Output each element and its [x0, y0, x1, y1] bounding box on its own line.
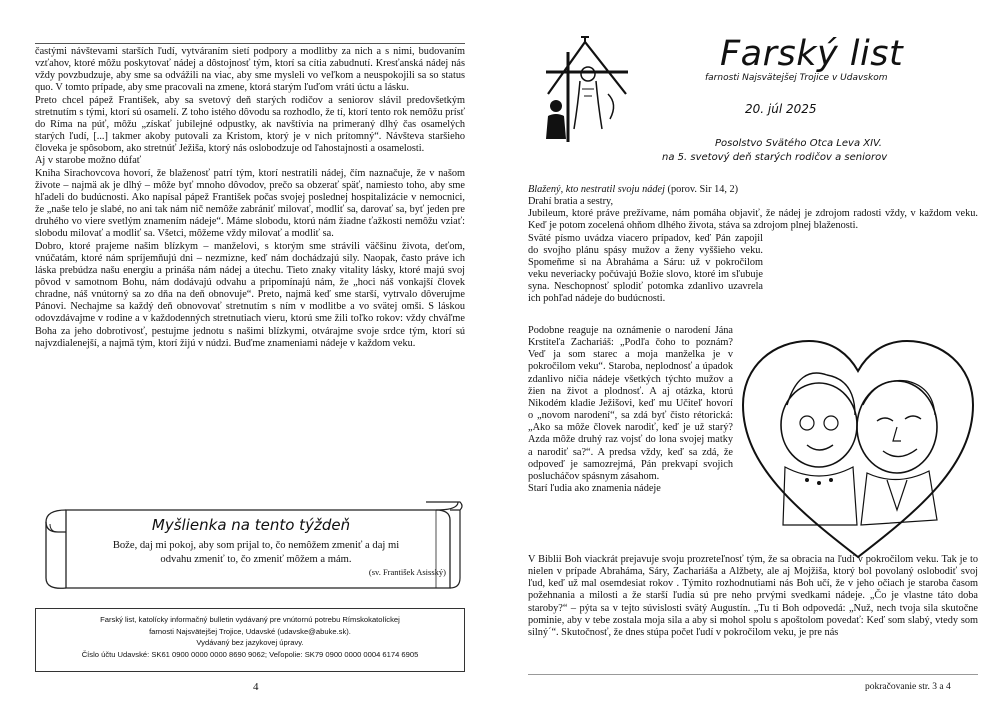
- intro-line: [528, 184, 978, 196]
- right-article-bottom: [528, 554, 978, 639]
- continuation-note: pokračovanie str. 3 a 4: [865, 682, 951, 692]
- scroll-title: Myšlienka na tento týždeň: [151, 516, 351, 534]
- intro-quote: Blažený, kto nestratil svoju nádej: [528, 184, 665, 195]
- elderly-couple-heart-illustration: [737, 335, 979, 560]
- newsletter-title: Farský list: [720, 34, 904, 74]
- paragraph: Sväté písmo uvádza viacero prípadov, keď Pán zapojil do svojho plánu spásy mužov a ženy vyššieho veku. Spomeňme si na Abraháma a Sáru: už v pokročilom veku neveriacky počúvajú Božie slovo, ktoré im sľubuje syna. Neschopnosť splodiť potomka zdanlivo uzavrela ich pohľad nádeje do budúcnosti.: [528, 232, 763, 305]
- paragraph: Kniha Sirachovcova hovorí, že blaženosť patrí tým, ktorí nestratili nádej, čím naznačuje, že v našom živote – najmä ak je dlhý – môže byť mnoho dôvodov, prečo sa obzerať späť, namiesto toho, aby sme hľadeli do budúcnosti. Ako napísal pápež František počas svojej poslednej hospitalizácie v nemocnici, že „naše telo je slabé, no ani tak nám nič nemôže zabrániť milovať, modliť sa, darovať sa, byť jeden pre druhého vo viere svetlým znamením nádeje“. Máme slobodu, ktorú nám žiadne ťažkosti nemôžu vziať: slobodu milovať a modliť sa. Všetci, môžeme vždy milovať a modliť sa.: [35, 167, 465, 240]
- page-number: 4: [253, 681, 259, 693]
- paragraph: Jubileum, ktoré práve prežívame, nám pomáha objaviť, že nádej je zdrojom radosti vždy, v každom veku. Keď je potom zocelená ohňom dlhého života, stáva sa zdrojom plnej blaženosti.: [528, 208, 978, 232]
- paragraph: Preto chcel pápež František, aby sa svetový deň starých rodičov a seniorov slávil predovšetkým stretnutím s tými, ktorí sú osamelí. Z toho istého dôvodu sa rozhodlo, že tí, ktorí tento rok nemôžu prísť do Ríma na púť, môžu „získať jubilejné odpustky, ak navštívia na primeraný dlhý čas osamelých starých ľudí, [...] takmer akoby putovali za Kristom, ktorý je v nich prítomný“. Návšteva staršieho človeka je spôsobom, ako stretnúť Ježiša, ktorý nás oslobodzuje od ľahostajnosti a osamelosti.: [35, 94, 465, 155]
- right-article-top: [528, 184, 978, 306]
- paragraph: Dobro, ktoré prajeme našim blízkym – manželovi, s ktorým sme strávili väčšinu života, deťom, vnúčatám, ktoré nám spríjemňujú dni – nezmizne, keď nám dochádzajú sily. Naopak, často práve ich láska prebúdza našu energiu a prináša nám nádej a útechu. Tieto znaky vitality lásky, ktoré majú svoj pôvod v samotnom Bohu, nám dodávajú odvahu a pripomínajú nám, že „hoci náš vonkajší človek chradne, náš vnútorný sa zo dňa na deň obnovuje“. Preto, najmä keď sme starší, vytrvalo dôverujme Pánovi. Nechajme sa každý deň obnovovať stretnutím s ním v modlitbe a vo svätej omši. S láskou odovzdávajme v rodine a v každodenných stretnutiach vieru, ktorú sme žili toľko rokov: vždy chváľme Boha za jeho dobrotivosť, pestujme jednotu s našimi blízkymi, otvárajme svoje srdce tým, ktorí sú najvzdialenejší, a najmä tým, ktorí žijú v núdzi. Buďme znameniami nádeje v každom veku.: [35, 240, 465, 349]
- info-line: Číslo účtu Udavské: SK61 0900 0000 0000 8690 9062; Veľopolie: SK79 0900 0000 0004 6174 6905: [81, 649, 419, 659]
- section-heading: Aj v starobe možno dúfať: [35, 155, 142, 167]
- left-article: [35, 46, 465, 350]
- holy-trinity-logo-icon: [538, 34, 633, 144]
- top-rule: [35, 43, 465, 44]
- section-heading: Starí ľudia ako znamenia nádeje: [528, 483, 661, 495]
- thought-of-week-scroll: [36, 498, 466, 598]
- issue-date: 20. júl 2025: [745, 102, 817, 116]
- greeting: Drahí bratia a sestry,: [528, 196, 614, 208]
- publisher-info-box: [35, 608, 465, 672]
- info-line: farnosti Najsvätejšej Trojice, Udavské (udavske@abuke.sk).: [149, 626, 351, 636]
- intro-reference: (porov. Sir 14, 2): [664, 184, 739, 195]
- paragraph: V Biblii Boh viackrát prejavuje svoju prozreteľnosť tým, že sa obracia na ľudí v pokročilom veku. Tak je to nielen v prípade Abraháma, Sáry, Zachariáša a Alžbety, ale aj Mojžiša, ktorý bol povolaný oslobodiť svoj ľud, keď už mal osemdesiat rokov . Týmito rozhodnutiami nás Boh učí, že v jeho očiach je staroba časom požehnania a milosti a že starší ľudia sú pre neho prvými svedkami nádeje. „Čo je vlastne táto doba staroby?“ – pýta sa v tejto súvislosti svätý Augustín. „Tu ti Boh odpovedá: „Nuž, nech tvoja sila skutočne pominie, aby v tebe zostala moja sila a aby si mohol spolu s apoštolom povedať: Keď som slabý, vtedy som silný´“. Skutočnosť, že dnes stúpa počet ľudí v pokročilom veku, je pre nás: [528, 554, 978, 638]
- info-line: Vydávaný bez jazykovej úpravy.: [196, 638, 304, 647]
- message-title-line2: na 5. svetový deň starých rodičov a seniorov: [662, 152, 888, 163]
- paragraph: častými návštevami starších ľudí, vytváraním sietí podpory a modlitby za nich a s nimi, budovaním vzťahov, ktoré môžu poskytovať nádej a dôstojnosť tým, ktorí sa cítia zabudnutí. Kresťanská nádej nás vždy povzbudzuje, aby sme sa odvážili na viac, aby sme mysleli vo veľkom a neuspokojili sa so status quo. V tomto prípade, aby sme pracovali na zmene, ktorá starým ľuďom vráti úctu a lásku.: [35, 46, 465, 94]
- scroll-source: (sv. František Asisský): [368, 567, 446, 577]
- right-page: [500, 0, 1000, 707]
- bottom-rule: [528, 674, 978, 675]
- scroll-prayer: Bože, daj mi pokoj, aby som prijal to, čo nemôžem zmeniť a daj mi odvahu zmeniť to, čo zmeniť môžem a mám.: [112, 540, 400, 565]
- right-article-column: [528, 325, 733, 495]
- paragraph: Podobne reaguje na oznámenie o narodení Jána Krstiteľa Zachariáš: „Podľa čoho to poznám? Veď ja som starec a moja manželka je v pokročilom veku“. Staroba, neplodnosť a úpadok zdanlivo ničia nádeje všetkých týchto mužov a žien na život a plodnosť. A aj otázka, ktorú Nikodém kladie Ježišovi, keď mu Učiteľ hovorí o „novom narodení“, sa zdá byť čisto rétorická: „Ako sa môže človek narodiť, keď je už starý? Azda môže druhý raz vojsť do lona svojej matky a narodiť sa?“. A predsa vždy, keď sa zdá, že odpoveď je samozrejmá, Pán prekvapí svojich poslucháčov spásnym zásahom.: [528, 325, 733, 482]
- newsletter-subtitle: farnosti Najsvätejšej Trojice v Udavskom: [705, 73, 888, 83]
- info-line: Farský list, katolícky informačný bulletin vydávaný pre vnútornú potrebu Rímskokatolíckej: [100, 615, 400, 624]
- message-title-line1: Posolstvo Svätého Otca Leva XIV.: [715, 138, 882, 149]
